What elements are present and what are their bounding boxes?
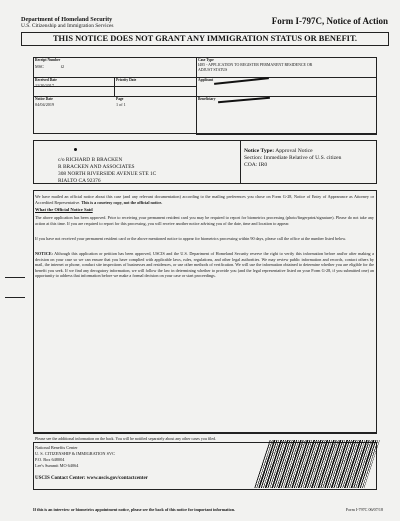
verification-paragraph <box>35 251 374 279</box>
intro-paragraph <box>35 194 374 205</box>
address-line-4: RIALTO CA 92376 <box>58 178 101 184</box>
official-notice-heading: What the Official Notice Said <box>35 207 93 212</box>
office-line-2: U. S. CITIZENSHIP & IMMIGRATION SVC <box>35 451 115 456</box>
receipt-number-value: MSC f2 <box>35 64 65 69</box>
banner-text: THIS NOTICE DOES NOT GRANT ANY IMMIGRATION STATUS OR BENEFIT. <box>52 34 358 43</box>
approval-paragraph: The above application has been approved. Prior to receiving your permanent resident card you may be required to report for biometrics processing (photo/fingerprint/signature). Please do not take any action at this time. If you are required to report for this processing, you will receive another notice advising you of the date, time and location to appear. <box>35 215 374 226</box>
address-line-2: R BRACKEN AND ASSOCIATES <box>58 164 135 170</box>
intro-text: We have mailed an official notice about this case (and any relevant documentation) according to the mailing preferences you chose on Form G-28, Notice of Entry of Appearance as Attorney or Accredited Representative. <box>35 194 374 205</box>
received-date-label: Received Date <box>35 78 57 82</box>
barcode <box>254 440 380 488</box>
address-line-3: 308 NORTH RIVERSIDE AVENUE STE 1C <box>58 171 157 177</box>
form-title: Form I-797C, Notice of Action <box>271 16 388 26</box>
recipient-redaction-mark <box>74 148 77 151</box>
notice-coa: COA: IR0 <box>244 162 268 168</box>
office-line-1: National Benefits Center <box>35 445 78 450</box>
sub-agency-name: U.S. Citizenship and Immigration Services <box>21 23 114 29</box>
biometrics-paragraph: If you have not received your permanent resident card or the above mentioned notice to appear for biometrics processing within 90 days, please call the office at the number listed below. <box>35 236 347 241</box>
notice-date-value: 04/04/2019 <box>35 102 55 107</box>
applicant-label: Applicant <box>198 78 214 82</box>
form-code: Form I-797C 06/07/18 <box>345 507 383 512</box>
notice-type-label: Notice Type: <box>244 148 275 154</box>
intro-bold-text: This is a courtesy copy, not the official notice. <box>80 199 163 205</box>
office-line-3: P.O. Box 648004 <box>35 457 65 462</box>
notice-date-label: Notice Date <box>35 97 53 101</box>
page-value: 1 of 1 <box>116 102 126 107</box>
agency-name: Department of Homeland Security <box>21 16 113 23</box>
case-type-label: Case Type <box>198 58 214 62</box>
additional-info-note: Please see the additional information on the back. You will be notified separately about any other cases you filed. <box>35 436 217 441</box>
verification-text: Although this application or petition has been approved, USCIS and the U.S. Department of Homeland Security reserve the right to verify this information before and/or after making a decision on your case so we can ensure that you have complied with applicable laws, rules, regulations, and other legal authorities. We may review public information and records, contact others by mail, the internet or phone, conduct site inspections of businesses and residences, or use other methods of verification. We will use the information obtained to determine whether you are eligible for the benefit you seek. If we find any derogatory information, we will follow the law in determining whether to provide you (and the legal representative listed on your Form G-28, if you submitted one) an opportunity to address that information before we make a formal decision on your case or start proceedings. <box>35 251 374 279</box>
notice-type-value: Approval Notice <box>275 148 313 154</box>
margin-mark-2 <box>5 297 25 298</box>
case-type-value-2: ADJUST STATUS <box>198 68 228 72</box>
contact-center: USCIS Contact Center: www.uscis.gov/contactcenter <box>35 476 148 481</box>
received-date-value: 11/20/2017 <box>35 83 54 88</box>
address-line-1: c/o RICHARD B BRACKEN <box>58 157 123 163</box>
beneficiary-label: Beneficiary <box>198 97 216 101</box>
bottom-note: If this is an interview or biometrics appointment notice, please see the back of this notice for important information. <box>33 507 236 512</box>
receipt-number-label: Receipt Number <box>35 58 61 62</box>
margin-mark-1 <box>5 277 25 278</box>
page-label: Page <box>116 97 124 101</box>
notice-body-frame <box>33 190 377 433</box>
notice-bold-label: NOTICE: <box>35 251 53 256</box>
case-type-value-1: I485 - APPLICATION TO REGISTER PERMANENT RESIDENCE OR <box>198 63 313 67</box>
priority-date-label: Priority Date <box>116 78 137 82</box>
office-line-4: Lee's Summit MO 64064 <box>35 463 79 468</box>
notice-section: Section: Immediate Relative of U.S. citizen <box>244 155 342 161</box>
